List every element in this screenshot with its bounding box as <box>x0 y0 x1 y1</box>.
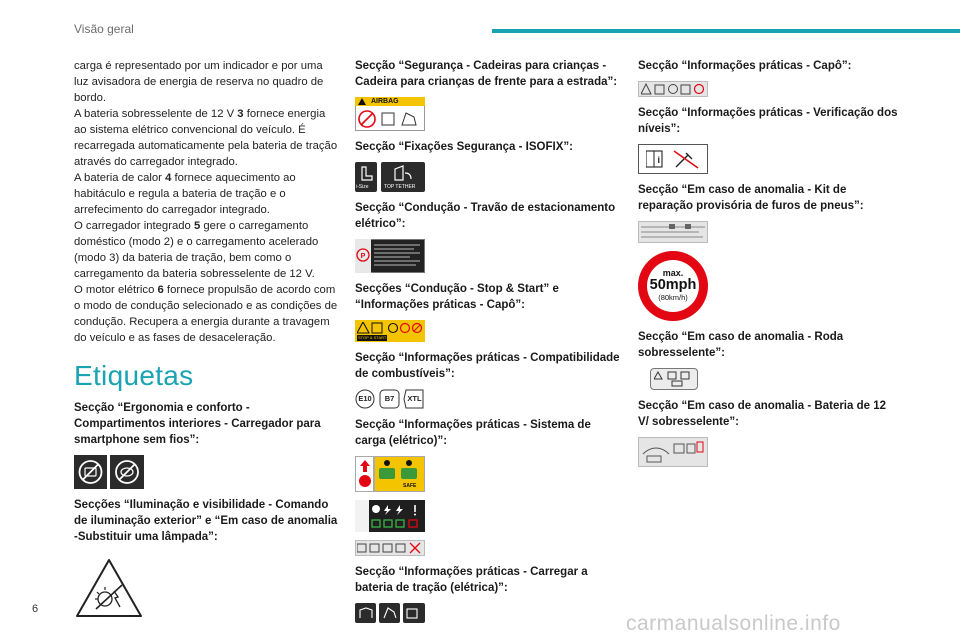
label-heading-spare-wheel: Secção “Em caso de anomalia - Roda sobresselente”: <box>638 331 844 359</box>
charging-status-left-panel <box>355 500 369 532</box>
spare-wheel-label-image <box>650 368 698 390</box>
label-heading-isofix: Secção “Fixações Segurança - ISOFIX”: <box>355 141 573 153</box>
stop-start-text: STOP & START SYSTEM <box>358 335 404 340</box>
charging-arrow-icon <box>358 459 372 489</box>
label-heading-child-seat: Secção “Segurança - Cadeiras para crianças - Cadeira para crianças de frente para a estrada”: <box>355 60 618 88</box>
paragraph-5: O motor elétrico 6 fornece propulsão de acordo com o modo de condução selecionado e as condições de condução. Recupera a energia durante a travagem do veículo e as fases de desaceleração. <box>74 284 338 344</box>
stop-start-warning-icons <box>357 322 423 335</box>
fuel-label-xtl: XTL <box>407 394 422 403</box>
traction-battery-icons <box>358 606 422 620</box>
label-heading-wireless-charger: Secção “Ergonomia e conforto - Compartimentos interiores - Carregador para smartphone sem fios”: <box>74 402 321 446</box>
parking-brake-text-lines <box>374 243 422 270</box>
charging-warnings-label-image <box>355 540 425 556</box>
header-accent-bar <box>492 29 960 33</box>
column-3 <box>638 58 898 475</box>
label-heading-fuel: Secção “Informações práticas - Compatibilidade de combustíveis”: <box>355 352 620 380</box>
manual-and-no-tool-icons <box>646 149 702 169</box>
fuel-label-b7: B7 <box>384 394 395 403</box>
label-heading-12v-battery: Secção “Em caso de anomalia - Bateria de 12 V/ sobresselente”: <box>638 400 887 428</box>
isofix-label-image <box>355 162 425 192</box>
page-number: 6 <box>32 603 39 615</box>
charging-status-label-image <box>355 500 425 532</box>
battery-12v-icons <box>641 440 705 464</box>
charging-warnings-icons <box>357 542 423 554</box>
charging-status-icons <box>371 503 423 529</box>
isize-text: i-Size <box>356 184 369 190</box>
battery-12v-label-image <box>638 437 708 467</box>
spare-wheel-icons <box>654 371 694 387</box>
label-heading-lighting: Secções “Iluminação e visibilidade - Comando de iluminação exterior” e “Em caso de anomalia -Substituir uma lâmpada”: <box>74 499 338 543</box>
body-text <box>74 58 340 346</box>
parking-brake-label-image <box>355 239 425 273</box>
speed-max-text: max. <box>662 268 684 278</box>
label-heading-bonnet: Secção “Informações práticas - Capô”: <box>638 60 852 72</box>
tyre-kit-icons <box>641 224 705 240</box>
speed-kmh-text: (80km/h) <box>658 293 688 302</box>
speed-limit-sign <box>638 251 708 321</box>
section-title: Etiquetas <box>74 360 194 391</box>
fuel-label-e10: E10 <box>358 394 372 403</box>
top-tether-text: TOP TETHER <box>384 184 416 190</box>
safe-text: SAFE <box>403 483 417 489</box>
charging-vehicle-icons <box>377 459 423 483</box>
traction-battery-label-image <box>355 603 425 623</box>
parking-brake-icon <box>356 248 370 262</box>
lamp-warning-label-image <box>74 557 144 619</box>
svg-text:i: i <box>657 155 661 165</box>
airbag-label-image <box>355 97 425 131</box>
tether-anchor-icon <box>393 165 413 182</box>
speed-value-text: 50mph <box>649 277 697 293</box>
label-heading-traction-battery: Secção “Informações práticas - Carregar a bateria de tração (elétrica)”: <box>355 566 588 594</box>
no-phone-icon <box>74 455 144 489</box>
column-1 <box>74 58 340 627</box>
rear-facing-seat-prohibited-icon <box>358 109 422 129</box>
paragraph-1: carga é representado por um indicador e por uma luz avisadora de energia de reserva no quadro de bordo. <box>74 60 324 104</box>
bonnet-label-image <box>638 81 708 97</box>
warning-triangle-icon <box>358 98 366 105</box>
label-heading-tyre-kit: Secção “Em caso de anomalia - Kit de reparação provisória de furos de pneus”: <box>638 184 864 212</box>
airbag-text: AIRBAG <box>371 98 399 105</box>
fuel-compatibility-label-image <box>355 389 425 409</box>
column-2 <box>355 58 623 631</box>
bonnet-warning-icons <box>641 83 705 95</box>
stop-start-label-image <box>355 320 425 342</box>
charging-system-label-image <box>355 456 425 492</box>
header-title: Visão geral <box>74 22 134 36</box>
paragraph-4: O carregador integrado 5 gere o carregamento doméstico (modo 2) e o carregamento acelerado (modo 3) da bateria de tração, bem como o carregamento da bateria sobresselente de 12 V. <box>74 220 319 280</box>
paragraph-2: A bateria sobresselente de 12 V 3 fornece energia ao sistema elétrico convencional do veículo. É recarregada automaticamente pela bateria de tração através do carregador integrado. <box>74 108 338 168</box>
wireless-charger-label-image <box>74 455 144 489</box>
label-heading-charging-system: Secção “Informações práticas - Sistema de carga (elétrico)”: <box>355 419 591 447</box>
levels-check-label-image <box>638 144 708 174</box>
child-seat-icon <box>359 166 373 182</box>
svg-text:P: P <box>360 253 366 260</box>
tyre-kit-label-image <box>638 221 708 243</box>
label-heading-stop-start: Secções “Condução - Stop & Start” e “Informações práticas - Capô”: <box>355 283 559 311</box>
hot-lamp-warning-icon <box>74 557 144 619</box>
label-heading-parking-brake: Secção “Condução - Travão de estacionamento elétrico”: <box>355 202 616 230</box>
paragraph-3: A bateria de calor 4 fornece aquecimento ao habitáculo e regula a bateria de tração e o arrefecimento do carregador integrado. <box>74 172 296 216</box>
watermark: carmanualsonline.info <box>626 612 841 635</box>
label-heading-levels: Secção “Informações práticas - Verificação dos níveis”: <box>638 107 898 135</box>
